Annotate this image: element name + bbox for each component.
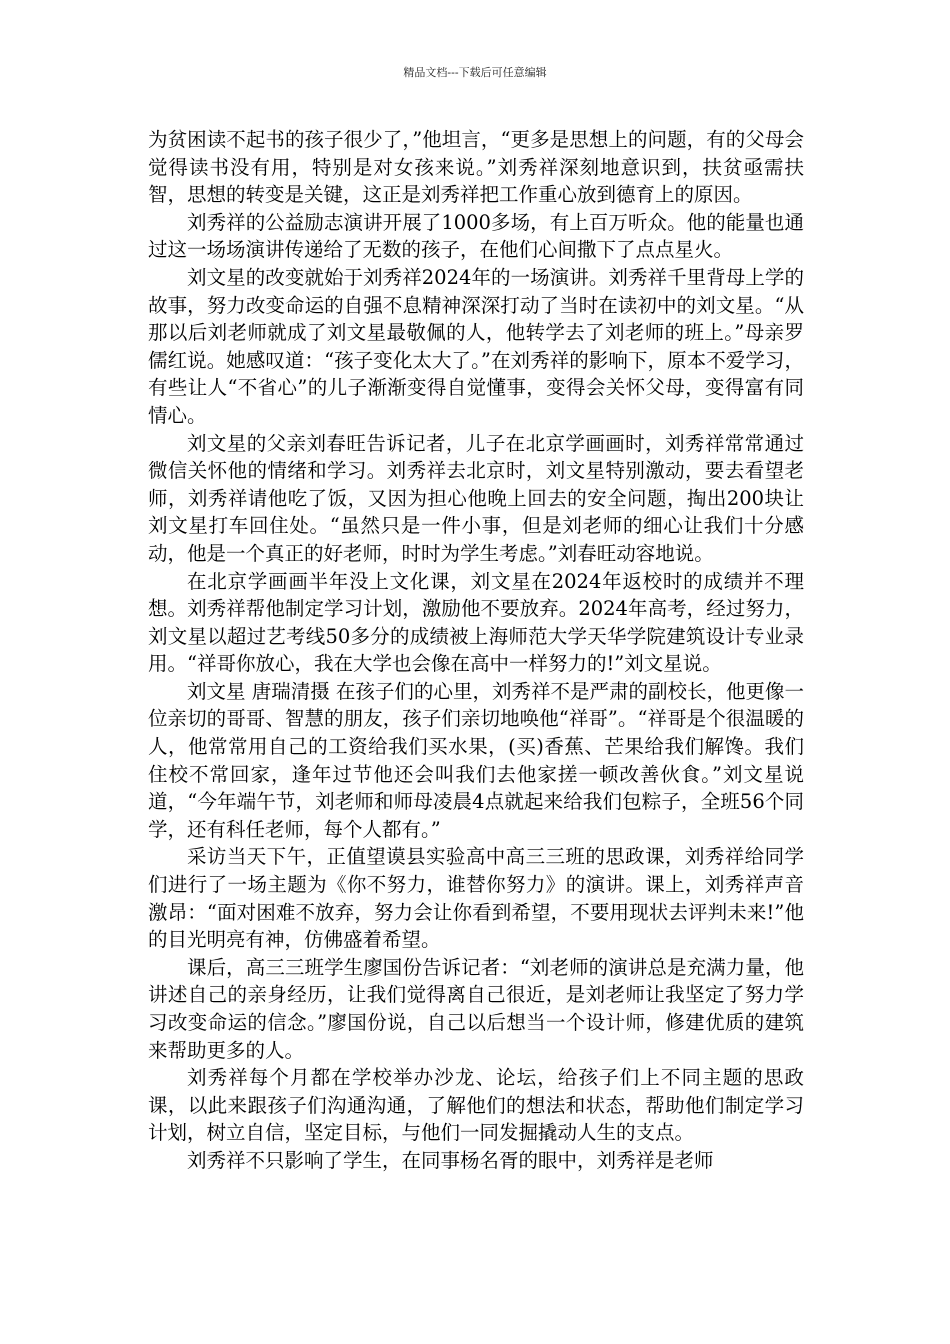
paragraph-5: 在北京学画画半年没上文化课，刘文星在2024年返校时的成绩并不理想。刘秀祥帮他制定学习计划，激励他不要放弃。2024年高考，经过努力，刘文星以超过艺考线50多分的成绩被上海师范大学天华学院建筑设计专业录用。“祥哥你放心，我在大学也会像在高中一样努力的!”刘文星说。 [148,569,804,676]
paragraph-10: 刘秀祥不只影响了学生，在同事杨名胥的眼中，刘秀祥是老师 [187,1148,714,1172]
paragraph-8: 课后，高三三班学生廖国份告诉记者：“刘老师的演讲总是充满力量，他讲述自己的亲身经历，让我们觉得离自己很近，是刘老师让我坚定了努力学习改变命运的信念。”廖国份说，自己以后想当一个设计师，修建优质的建筑来帮助更多的人。 [148,955,804,1062]
article-body [148,126,804,1175]
paragraph-2: 刘秀祥的公益励志演讲开展了1000多场，有上百万听众。他的能量也通过这一场场演讲传递给了无数的孩子，在他们心间撒下了点点星火。 [148,210,804,262]
paragraph-3: 刘文星的改变就始于刘秀祥2024年的一场演讲。刘秀祥千里背母上学的故事，努力改变命运的自强不息精神深深打动了当时在读初中的刘文星。“从那以后刘老师就成了刘文星最敬佩的人，他转学去了刘老师的班上。”母亲罗儒红说。她感叹道：“孩子变化太大了。”在刘秀祥的影响下，原本不爱学习，有些让人“不省心”的儿子渐渐变得自觉懂事，变得会关怀父母，变得富有同情心。 [148,265,804,427]
paragraph-9: 刘秀祥每个月都在学校举办沙龙、论坛，给孩子们上不同主题的思政课，以此来跟孩子们沟通沟通，了解他们的想法和状态，帮助他们制定学习计划，树立自信，坚定目标，与他们一同发掘撬动人生的支点。 [148,1066,804,1145]
page-header: 精品文档---下载后可任意编辑 [403,66,547,79]
paragraph-7: 采访当天下午，正值望谟县实验高中高三三班的思政课，刘秀祥给同学们进行了一场主题为《你不努力，谁替你努力》的演讲。课上，刘秀祥声音激昂：“面对困难不放弃，努力会让你看到希望，不要用现状去评判未来!”他的目光明亮有神，仿佛盛着希望。 [148,845,804,952]
paragraph-6: 刘文星 唐瑞清摄 在孩子们的心里，刘秀祥不是严肃的副校长，他更像一位亲切的哥哥、智慧的朋友，孩子们亲切地唤他“祥哥”。“祥哥是个很温暖的人，他常常用自己的工资给我们买水果，(买)香蕉、芒果给我们解馋。我们住校不常回家，逢年过节他还会叫我们去他家搓一顿改善伙食。”刘文星说道，“今年端午节，刘老师和师母凌晨4点就起来给我们包粽子，全班56个同学，还有科任老师，每个人都有。” [148,679,804,841]
paragraph-1: 为贫困读不起书的孩子很少了，”他坦言，“更多是思想上的问题，有的父母会觉得读书没有用，特别是对女孩来说。”刘秀祥深刻地意识到，扶贫亟需扶智，思想的转变是关键，这正是刘秀祥把工作重心放到德育上的原因。 [148,128,804,207]
paragraph-4: 刘文星的父亲刘春旺告诉记者，儿子在北京学画画时，刘秀祥常常通过微信关怀他的情绪和学习。刘秀祥去北京时，刘文星特别激动，要去看望老师，刘秀祥请他吃了饭，又因为担心他晚上回去的安全问题，掏出200块让刘文星打车回住处。“虽然只是一件小事，但是刘老师的细心让我们十分感动，他是一个真正的好老师，时时为学生考虑。”刘春旺动容地说。 [148,431,804,565]
